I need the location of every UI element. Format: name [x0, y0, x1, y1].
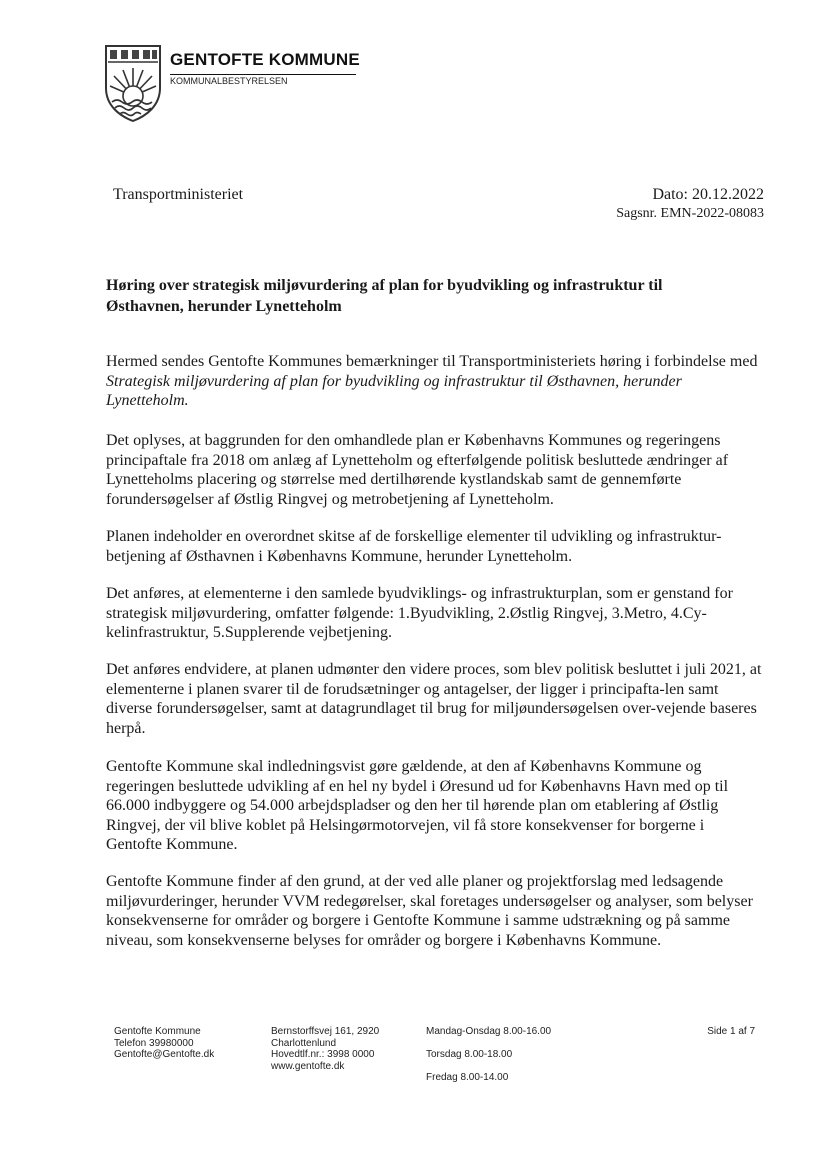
paragraph-5 — [106, 660, 762, 738]
paragraph-4-text: Det anføres, at elementerne i den samlede byudviklings- og infrastrukturplan, som er genstand for strategisk miljøvurdering, omfatter følgende: 1.Byudvikling, 2.Østlig Ringvej, 3.Metro, 4.Cy-kelinfrastruktur, 5.Supplerende vejbetjening. — [106, 585, 733, 641]
gentofte-coat-of-arms-icon — [104, 44, 162, 122]
org-subtitle: KOMMUNALBESTYRELSEN — [170, 74, 356, 86]
footer-website[interactable]: www.gentofte.dk — [271, 1060, 345, 1072]
footer-hours-fri: Fredag 8.00-14.00 — [426, 1072, 509, 1083]
paragraph-2-text: Det oplyses, at baggrunden for den omhandlede plan er Københavns Kommunes og regeringens principaftale fra 2018 om anlæg af Lynetteholm og efterfølgende politisk besluttede ændringer af Lynetteholms placering og størrelse med dertilhørende kystlandskab samt de gennemførte forundersøgelser af Østlig Ringvej og metrobetjening af Lynetteholm. — [106, 432, 729, 508]
footer-city: Charlottenlund — [271, 1037, 337, 1049]
footer-street: Bernstorffsvej 161, 2920 — [271, 1026, 380, 1037]
footer-phone: Telefon 39980000 — [114, 1037, 194, 1049]
document-date: Dato: 20.12.2022 — [652, 186, 764, 203]
paragraph-1 — [106, 352, 762, 411]
page-number: Side 1 af 7 — [707, 1026, 755, 1037]
paragraph-1-title: Strategisk miljøvurdering af plan for byudvikling og infrastruktur til Østhavnen, herunder Lynetteholm. — [106, 372, 682, 409]
footer-hours-thu: Torsdag 8.00-18.00 — [426, 1049, 513, 1060]
paragraph-1-text: Hermed sendes Gentofte Kommunes bemærkninger til Transportministeriets høring i forbindelse med — [106, 353, 758, 370]
document-heading: Høring over strategisk miljøvurdering af plan for byudvikling og infrastruktur til Østhavnen, herunder Lynetteholm — [106, 277, 663, 315]
footer-hours — [426, 1026, 551, 1095]
footer-email[interactable]: Gentofte@Gentofte.dk — [114, 1049, 215, 1060]
footer-contact — [114, 1026, 214, 1061]
paragraph-7 — [106, 872, 762, 950]
footer-main-phone: Hovedtlf.nr.: 3998 0000 — [271, 1049, 375, 1060]
paragraph-3 — [106, 527, 762, 566]
paragraph-6 — [106, 757, 762, 855]
paragraph-3-text: Planen indeholder en overordnet skitse af de forskellige elementer til udvikling og infrastruktur-betjening af Østhavnen i Københavns Kommune, herunder Lynetteholm. — [106, 528, 722, 565]
paragraph-4 — [106, 584, 762, 643]
paragraph-7-text: Gentofte Kommune finder af den grund, at der ved alle planer og projektforslag med ledsagende miljøvurderinger, herunder VVM redegørelser, skal foretages undersøgelser og analyser, som belyser konsekvenserne for områder og borgere i Gentofte Kommune i samme udstrækning og på samme niveau, som konsekvenserne belyses for områder og borgere i Københavns Kommune. — [106, 873, 753, 949]
footer-address — [271, 1026, 379, 1072]
footer-org: Gentofte Kommune — [114, 1026, 201, 1037]
paragraph-6-text: Gentofte Kommune skal indledningsvist gøre gældende, at den af Københavns Kommune og regeringen besluttede udvikling af en hel ny bydel i Øresund ud for Københavns Havn med op til 66.000 indbyggere og 54.000 arbejdspladser og den her til hørende plan om etablering af Østlig Ringvej, der vil blive koblet på Helsingørmotorvejen, vil få store konsekvenser for borgerne i Gentofte Kommune. — [106, 758, 729, 853]
org-name: GENTOFTE KOMMUNE — [170, 50, 360, 69]
case-number: Sagsnr. EMN-2022-08083 — [616, 206, 764, 221]
recipient: Transportministeriet — [113, 186, 244, 203]
paragraph-5-text: Det anføres endvidere, at planen udmønter den videre proces, som blev politisk besluttet i juli 2021, at elementerne i planen svarer til de forudsætninger og antagelser, der ligger i principafta-len samt diverse forundersøgelser, samt at datagrundlaget til brug for miljøundersøgelsen over-vejende baseres herpå. — [106, 661, 762, 737]
footer-hours-mon-wed: Mandag-Onsdag 8.00-16.00 — [426, 1026, 552, 1037]
paragraph-2 — [106, 431, 762, 509]
